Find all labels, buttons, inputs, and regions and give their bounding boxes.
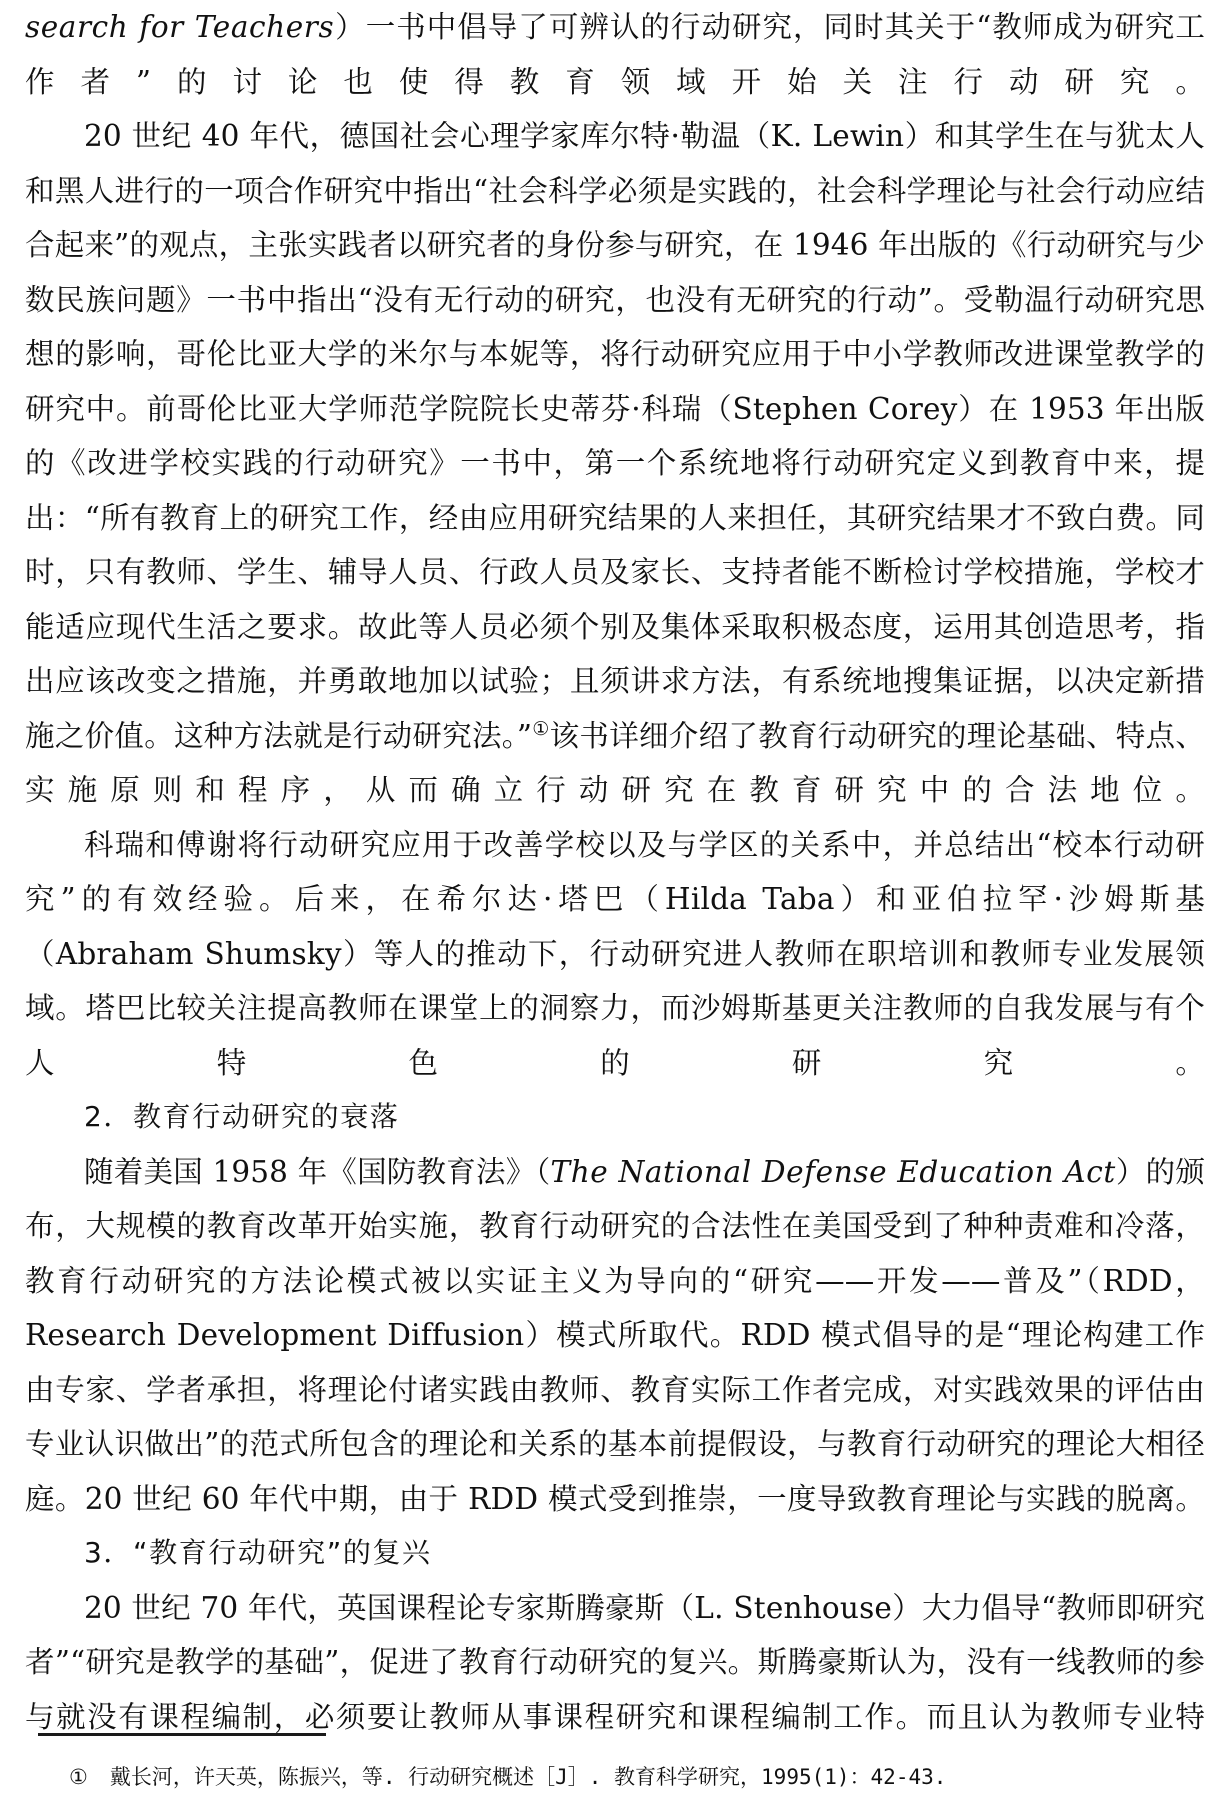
text-run: 模式倡导的是“理论构建工作由专家、学者承担，将理论付诸实践由教师、教育实际工作者完成，对实践效果的评估由专业认识做出”的范式所包含的理论和关系的基本前提假设，与教育行动研究的理论大相径庭。20 世纪 60 年代中期，由于 — [25, 1318, 1206, 1516]
paragraph-continued-search-for-teachers — [25, 0, 1205, 109]
latin-name-k-lewin: K. Lewin — [770, 119, 905, 153]
text-run: ）和亚伯拉罕·沙姆斯基（ — [25, 882, 1206, 971]
latin-abbrev-rdd-second: RDD — [468, 1481, 539, 1516]
paragraph-decline-of-action-research — [25, 1145, 1205, 1527]
text-run: 科瑞和傅谢将行动研究应用于改善学校以及与学区的关系中，并总结出“校本行动研究”的有效经验。后来，在希尔达·塔巴（ — [25, 827, 1205, 916]
footnote-area — [25, 1733, 1205, 1792]
latin-abbrev-rdd-expansion: RDD，Research Development Diffusion — [25, 1263, 1205, 1352]
footnote-entry — [25, 1762, 1205, 1792]
text-run: ）模式所取代。 — [524, 1318, 741, 1352]
footnote-separator-rule — [38, 1733, 326, 1736]
latin-abbrev-rdd: RDD — [740, 1318, 811, 1352]
italic-act-title: The National Defense Education Act — [550, 1154, 1116, 1189]
text-run: 20 世纪 70 年代，英国课程论专家斯腾豪斯（ — [84, 1590, 695, 1625]
text-run: ）大力倡导“教师即研究者”“研究是教学的基础”，促进了教育行动研究的复兴。斯腾豪斯认为，没有一线教师的参与就没有课程编制，必须要让教师从事课程研究和课程编制工作。而且认为教师专业特 — [25, 1590, 1205, 1734]
footnote-citation-text: 戴长河，许天英，陈振兴，等. 行动研究概述［J］. 教育科学研究，1995(1)：42-43. — [109, 1765, 947, 1789]
paragraph-corey-taba-shumsky — [25, 818, 1205, 1091]
latin-name-hilda-taba: Hilda Taba — [664, 882, 835, 916]
footnote-reference-marker[interactable]: ① — [532, 717, 550, 740]
section-heading-2: 2．教育行动研究的衰落 — [84, 1100, 400, 1133]
text-run: 模式受到推崇，一度导致教育理论与实践的脱离。 — [538, 1481, 1205, 1516]
text-run: ）的颁布，大规模的教育改革开始实施，教育行动研究的合法性在美国受到了种种责难和冷落，教育行动研究的方法论模式被以实证主义为导向的“研究——开发——普及”（ — [25, 1154, 1205, 1298]
latin-name-stephen-corey: Stephen Corey — [732, 391, 958, 426]
latin-name-abraham-shumsky: Abraham Shumsky — [55, 936, 342, 971]
paragraph-revival-stenhouse — [25, 1581, 1205, 1745]
text-run: 随着美国 1958 年《国防教育法》（ — [84, 1154, 551, 1189]
body-text-column — [25, 0, 1205, 1744]
text-run: ）等人的推动下，行动研究进人教师在职培训和教师专业发展领域。塔巴比较关注提高教师在课堂上的洞察力，而沙姆斯基更关注教师的自我发展与有个人特色的研究。 — [25, 936, 1205, 1080]
text-run: ）在 1953 年出版的《改进学校实践的行动研究》一书中，第一个系统地将行动研究定义到教育中来，提出：“所有教育上的研究工作，经由应用研究结果的人来担任，其研究结果才不致白费。同时，只有教师、学生、辅导人员、行政人员及家长、支持者能不断检讨学校措施，学校才能适应现代生活之要求。故此等人员必须个别及集体采取积极态度，运用其创造思考，指出应该改变之措施，并勇敢地加以试验；且须讲求方法，有系统地搜集证据，以决定新措施之价值。这种方法就是行动研究法。” — [25, 391, 1205, 753]
section-heading-3: 3．“教育行动研究”的复兴 — [84, 1536, 432, 1569]
italic-title-run: search for Teachers — [25, 10, 335, 44]
text-run: ）和其学生在与犹太人和黑人进行的一项合作研究中指出“社会科学必须是实践的，社会科学理论与社会行动应结合起来”的观点，主张实践者以研究者的身份参与研究，在 1946 年出版的《行动研究与少数民族问题》一书中指出“没有无行动的研究，也没有无研究的行动”。受勒温行动研究思想的影响，哥伦比亚大学的米尔与本妮等，将行动研究应用于中小学教师改进课堂教学的研究中。前哥伦比亚大学师范学院院长史蒂芬·科瑞（ — [25, 119, 1205, 426]
paragraph-body-run: ）一书中倡导了可辨认的行动研究，同时其关于“教师成为研究工作者”的讨论也使得教育领域开始关注行动研究。 — [25, 10, 1205, 99]
text-run: 该书详细介绍了教育行动研究的理论基础、特点、实施原则和程序，从而确立行动研究在教育研究中的合法地位。 — [25, 718, 1206, 807]
latin-name-l-stenhouse: L. Stenhouse — [694, 1590, 893, 1625]
text-run: 20 世纪 40 年代，德国社会心理学家库尔特·勒温（ — [84, 119, 771, 153]
paragraph-lewin-history — [25, 109, 1205, 818]
footnote-number-marker: ① — [69, 1765, 88, 1789]
